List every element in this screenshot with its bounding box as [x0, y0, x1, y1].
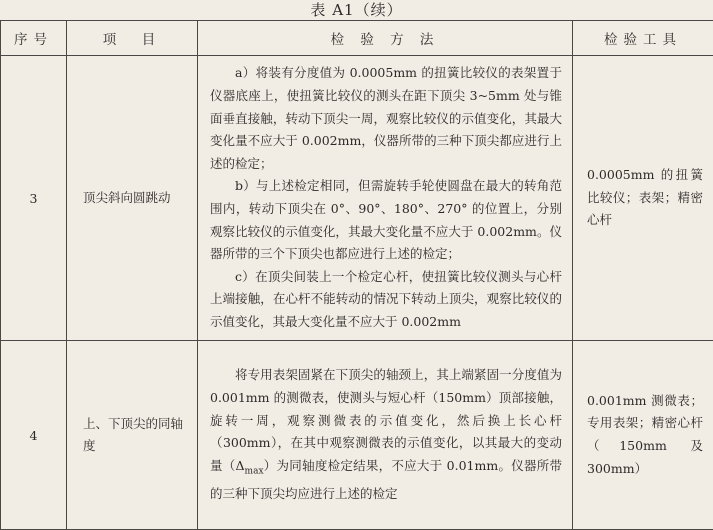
row-no: 3 — [1, 56, 67, 341]
row-item: 上、下顶尖的同轴度 — [83, 416, 184, 453]
method-text-before: 将专用表架固紧在下顶尖的轴颈上，其上端紧固一分度值为 0.001mm 的测微表，使测头与短心杆（150mm）顶部接触，旋转一周，观察测微表的示值变化，然后换上长心杆（300mm），在其中观察测微表的示值变化，以其最大的变动量（Δ — [210, 367, 562, 473]
table-header-row — [1, 21, 713, 56]
row-item-cell — [67, 341, 198, 530]
row-item: 顶尖斜向圆跳动 — [83, 190, 171, 205]
row-item-cell — [67, 56, 198, 341]
method-step-a: a）将装有分度值为 0.0005mm 的扭簧比较仪的表架置于仪器底座上，使扭簧比较仪的测头在距下顶尖 3~5mm 处与锥面垂直接触，转动下顶尖一周，观察比较仪的示值变化，其最大变化量不应大于 0.002mm，仪器所带的三种下顶尖都应进行上述的检定； — [210, 65, 562, 171]
row-tool: 0.001mm 测微表；专用表架；精密心杆（150mm 及 300mm） — [587, 392, 703, 476]
header-item: 项 目 — [67, 21, 198, 56]
row-tool-cell — [573, 56, 713, 341]
table-row — [1, 56, 713, 341]
row-method-cell — [198, 341, 573, 530]
method-step-c: c）在顶尖间装上一个检定心杆，使扭簧比较仪测头与心杆上端接触，在心杆不能转动的情况下转动上顶尖，观察比较仪的示值变化，其最大变化量不应大于 0.002mm — [210, 268, 562, 329]
method-step-b: b）与上述检定相同，但需旋转手轮使圆盘在最大的转角范围内，转动下顶尖在 0°、90°、180°、270° 的位置上，分别观察比较仪的示值变化，其最大变化量不应大于 0.002mm。仪器所带的三个下顶尖也都应进行上述的检定； — [210, 178, 562, 262]
method-text-after: ）为同轴度检定结果，不应大于 0.01mm。仪器所带的三种下顶尖均应进行上述的检定 — [210, 457, 562, 501]
row-tool: 0.0005mm 的扭簧比较仪；表架；精密心杆 — [587, 167, 703, 228]
row-method-cell — [198, 56, 573, 341]
row-tool-cell — [573, 341, 713, 530]
header-method: 检 验 方 法 — [198, 21, 573, 56]
inspection-table — [0, 20, 713, 530]
header-no: 序号 — [1, 21, 67, 56]
table-caption: 表 A1（续） — [310, 1, 403, 19]
row-no: 4 — [1, 341, 67, 530]
header-tool: 检验工具 — [573, 21, 713, 56]
delta-subscript: max — [244, 466, 264, 477]
table-row — [1, 341, 713, 530]
method-paragraph — [210, 364, 562, 505]
